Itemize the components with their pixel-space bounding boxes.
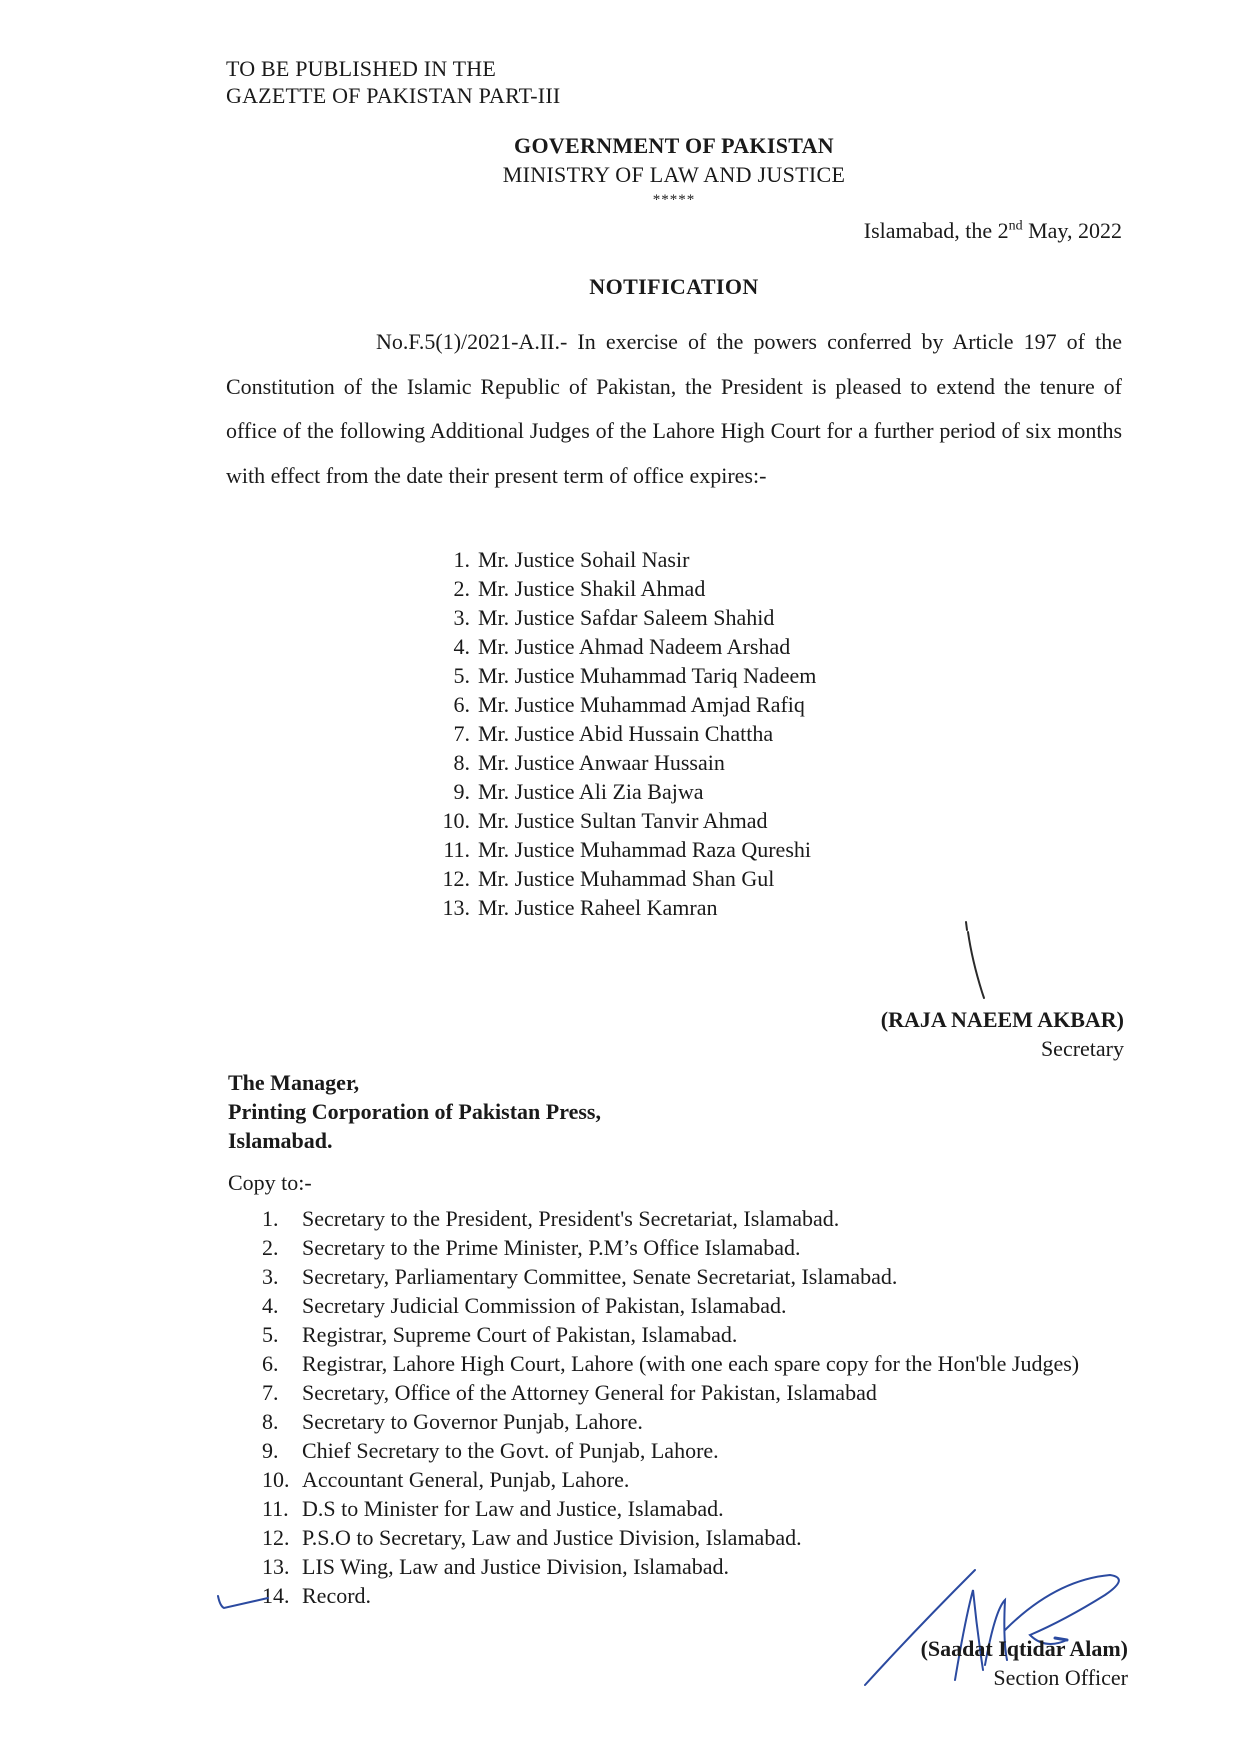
judge-number: 9. [453, 779, 470, 804]
judge-name: Mr. Justice Abid Hussain Chattha [478, 721, 774, 746]
judge-name: Mr. Justice Ali Zia Bajwa [478, 779, 704, 804]
judge-list-item [434, 748, 816, 777]
judge-list-item [434, 719, 816, 748]
pen-tick-mark [216, 1592, 276, 1614]
judge-number: 1. [453, 547, 470, 572]
judge-number: 2. [453, 576, 470, 601]
copy-to-text: Secretary to Governor Punjab, Lahore. [302, 1409, 643, 1434]
addressee-line-1: The Manager, [228, 1070, 360, 1095]
section-officer-name: (Saadat Iqtidar Alam) [920, 1636, 1128, 1661]
copy-to-number: 6. [262, 1351, 279, 1376]
secretary-name: (RAJA NAEEM AKBAR) [880, 1007, 1124, 1032]
copy-to-number: 12. [262, 1525, 290, 1550]
copy-to-number: 4. [262, 1293, 279, 1318]
judge-name: Mr. Justice Ahmad Nadeem Arshad [478, 634, 791, 659]
copy-to-text: Registrar, Lahore High Court, Lahore (with one each spare copy for the Hon'ble Judges) [302, 1351, 1080, 1376]
copy-to-item [262, 1494, 1128, 1523]
notification-date: Islamabad, the 2nd May, 2022 [863, 218, 1122, 243]
judge-number: 12. [442, 866, 470, 891]
section-officer-title: Section Officer [993, 1665, 1128, 1690]
judges-list [434, 545, 816, 922]
judge-number: 7. [453, 721, 470, 746]
copy-to-text: Chief Secretary to the Govt. of Punjab, Lahore. [302, 1438, 719, 1463]
judge-name: Mr. Justice Anwaar Hussain [478, 750, 725, 775]
copy-to-label: Copy to:- [228, 1170, 312, 1195]
judge-list-item [434, 893, 816, 922]
judge-number: 13. [442, 895, 470, 920]
copy-to-number: 7. [262, 1380, 279, 1405]
copy-to-number: 13. [262, 1554, 290, 1579]
judge-name: Mr. Justice Sohail Nasir [478, 547, 690, 572]
copy-to-item [262, 1523, 1128, 1552]
judge-name: Mr. Justice Raheel Kamran [478, 895, 718, 920]
judge-list-item [434, 574, 816, 603]
gazette-line-1: TO BE PUBLISHED IN THE [226, 56, 497, 81]
judge-number: 3. [453, 605, 470, 630]
addressee-block [228, 1068, 601, 1155]
copy-to-item [262, 1204, 1128, 1233]
judge-name: Mr. Justice Muhammad Amjad Rafiq [478, 692, 805, 717]
copy-to-item [262, 1291, 1128, 1320]
copy-to-text: Secretary, Office of the Attorney General for Pakistan, Islamabad [302, 1380, 877, 1405]
judge-number: 10. [442, 808, 470, 833]
judge-list-item [434, 690, 816, 719]
judge-name: Mr. Justice Muhammad Shan Gul [478, 866, 775, 891]
judge-name: Mr. Justice Sultan Tanvir Ahmad [478, 808, 768, 833]
copy-to-number: 8. [262, 1409, 279, 1434]
gazette-header [226, 55, 560, 109]
copy-to-item [262, 1262, 1128, 1291]
copy-to-number: 9. [262, 1438, 279, 1463]
judge-list-item [434, 632, 816, 661]
copy-to-number: 11. [262, 1496, 289, 1521]
separator-stars: ***** [652, 192, 696, 208]
judge-list-item [434, 661, 816, 690]
judge-name: Mr. Justice Muhammad Raza Qureshi [478, 837, 811, 862]
secretary-title: Secretary [1040, 1036, 1124, 1061]
copy-to-list [262, 1204, 1128, 1610]
copy-to-text: Secretary Judicial Commission of Pakistan, Islamabad. [302, 1293, 787, 1318]
copy-to-text: D.S to Minister for Law and Justice, Islamabad. [302, 1496, 724, 1521]
copy-to-item [262, 1320, 1128, 1349]
copy-to-item [262, 1465, 1128, 1494]
copy-to-number: 10. [262, 1467, 290, 1492]
copy-to-item [262, 1436, 1128, 1465]
judge-list-item [434, 806, 816, 835]
judge-name: Mr. Justice Muhammad Tariq Nadeem [478, 663, 817, 688]
copy-to-item [262, 1407, 1128, 1436]
notification-body: No.F.5(1)/2021-A.II.- In exercise of the powers conferred by Article 197 of the Constitution of the Islamic Republic of Pakistan, the President is pleased to extend the tenure of office of the following Additional Judges of the Lahore High Court for a further period of six months with effect from the date their present term of office expires:- [226, 329, 1122, 488]
copy-to-text: Secretary, Parliamentary Committee, Senate Secretariat, Islamabad. [302, 1264, 898, 1289]
ministry-title: MINISTRY OF LAW AND JUSTICE [502, 162, 846, 187]
copy-to-number: 14. [262, 1583, 290, 1608]
addressee-line-2: Printing Corporation of Pakistan Press, [228, 1099, 601, 1124]
judge-name: Mr. Justice Shakil Ahmad [478, 576, 706, 601]
judge-list-item [434, 835, 816, 864]
copy-to-number: 1. [262, 1206, 279, 1231]
copy-to-text: Registrar, Supreme Court of Pakistan, Islamabad. [302, 1322, 738, 1347]
copy-to-item [262, 1378, 1128, 1407]
judge-number: 8. [453, 750, 470, 775]
copy-to-item [262, 1349, 1128, 1378]
gazette-line-2: GAZETTE OF PAKISTAN PART-III [226, 83, 561, 108]
judge-list-item [434, 545, 816, 574]
notification-title: NOTIFICATION [589, 274, 759, 299]
copy-to-text: Secretary to the President, President's Secretariat, Islamabad. [302, 1206, 840, 1231]
copy-to-text: Record. [302, 1583, 372, 1608]
copy-to-number: 3. [262, 1264, 279, 1289]
judge-list-item [434, 777, 816, 806]
secretary-signature-mark [960, 920, 990, 1000]
judge-number: 6. [453, 692, 470, 717]
judge-number: 11. [443, 837, 470, 862]
addressee-line-3: Islamabad. [228, 1128, 333, 1153]
copy-to-text: Accountant General, Punjab, Lahore. [302, 1467, 630, 1492]
judge-list-item [434, 603, 816, 632]
copy-to-number: 5. [262, 1322, 279, 1347]
copy-to-number: 2. [262, 1235, 279, 1260]
copy-to-text: P.S.O to Secretary, Law and Justice Division, Islamabad. [302, 1525, 802, 1550]
government-title: GOVERNMENT OF PAKISTAN [514, 133, 834, 158]
judge-list-item [434, 864, 816, 893]
judge-number: 4. [453, 634, 470, 659]
copy-to-item [262, 1233, 1128, 1262]
judge-number: 5. [453, 663, 470, 688]
copy-to-text: Secretary to the Prime Minister, P.M’s Office Islamabad. [302, 1235, 801, 1260]
copy-to-text: LIS Wing, Law and Justice Division, Islamabad. [302, 1554, 730, 1579]
judge-name: Mr. Justice Safdar Saleem Shahid [478, 605, 775, 630]
